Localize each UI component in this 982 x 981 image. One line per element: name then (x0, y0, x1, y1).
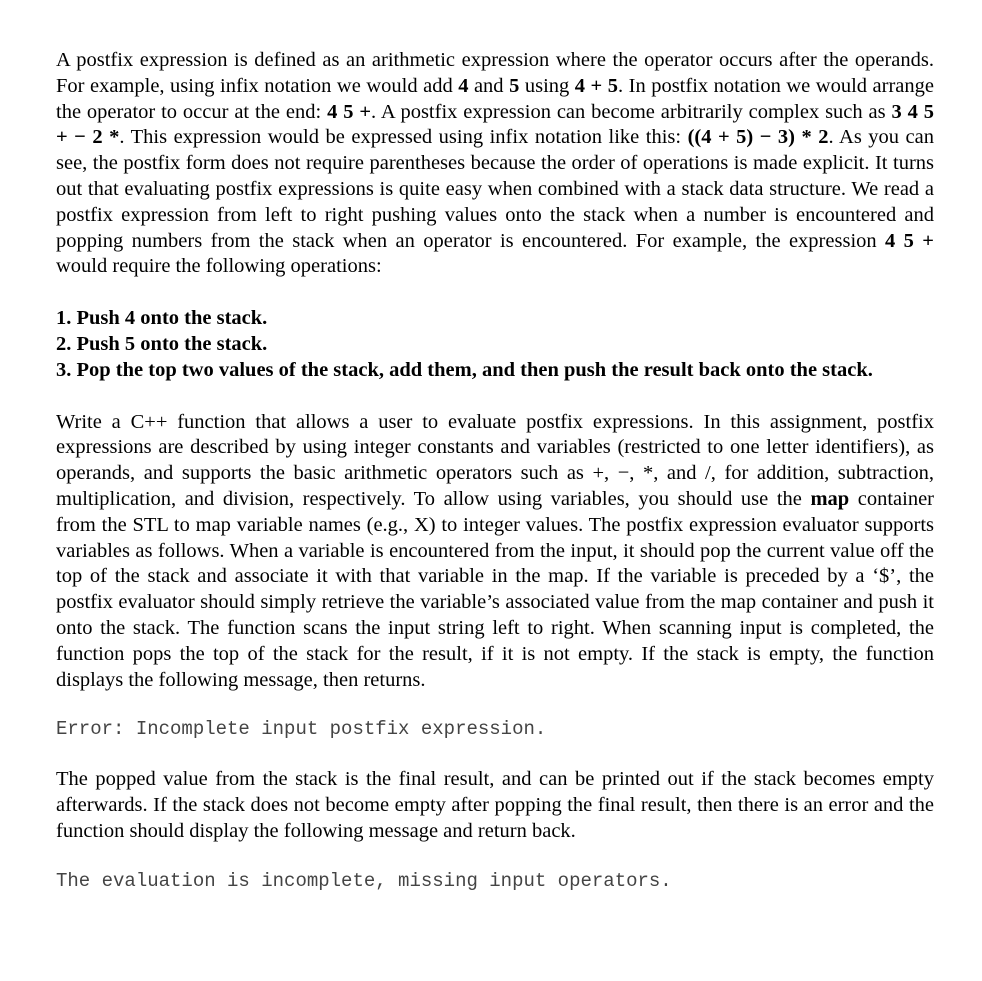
step-item: 3. Pop the top two values of the stack, add them, and then push the result back onto the stack. (56, 358, 873, 381)
intro-text-4: . In postfix notation we would arrange the operator to occur at the end: (56, 74, 934, 123)
intro-text-8: would require the following operations: (56, 255, 382, 278)
intro-text-2: and (468, 74, 510, 97)
bold-postfix-example-2: 4 5 + (885, 229, 934, 252)
intro-text-6: . This expression would be expressed using infix notation like this: (119, 126, 688, 149)
task-text-2: container from the STL to map variable names (e.g., X) to integer values. The postfix expression evaluator supports variables as follows. When a variable is encountered from the input, it should pop the current value off the top of the stack and associate it with that variable in the map. If the variable is preceded by a ‘$’, the postfix evaluator should simply retrieve the variable’s associated value from the map container and push it onto the stack. The function scans the input string left to right. When scanning input is completed, the function pops the top of the stack for the result, if it is not empty. If the stack is empty, the function displays the following message, then returns. (56, 487, 935, 691)
task-paragraph (56, 410, 934, 694)
intro-paragraph (56, 48, 934, 280)
step-item: 2. Push 5 onto the stack. (56, 332, 268, 355)
bold-infix-example: 4 + 5 (574, 74, 618, 97)
bold-postfix-example: 4 5 + (327, 100, 372, 123)
bold-map-keyword: map (810, 487, 850, 510)
error-message-incomplete-input: Error: Incomplete input postfix expression. (56, 718, 547, 741)
intro-text-7: . As you can see, the postfix form does not require parentheses because the order of operations is made explicit. It turns out that evaluating postfix expressions is quite easy when combined with a stack data structure. We read a postfix expression from left to right pushing values onto the stack when a number is encountered and popping numbers from the stack when an operator is encountered. For example, the expression (56, 126, 934, 252)
final-result-paragraph: The popped value from the stack is the final result, and can be printed out if the stack becomes empty afterwards. If the stack does not become empty after popping the final result, then there is an error and the function should display the following message and return back. (56, 768, 934, 842)
bold-complex-postfix: 3 4 5 + − 2 * (56, 100, 934, 149)
intro-text-5: . A postfix expression can become arbitrarily complex such as (371, 100, 892, 123)
intro-text-3: using (519, 74, 575, 97)
operation-steps (56, 306, 934, 383)
bold-operand-4: 4 (458, 74, 469, 97)
intro-text-1: A postfix expression is defined as an arithmetic expression where the operator occurs after the operands. For example, using infix notation we would add (56, 49, 934, 97)
bold-complex-infix: ((4 + 5) − 3) * 2 (687, 126, 829, 149)
step-item: 1. Push 4 onto the stack. (56, 307, 268, 330)
assignment-document (56, 48, 934, 894)
bold-operand-5: 5 (509, 74, 520, 97)
task-text-1: Write a C++ function that allows a user to evaluate postfix expressions. In this assignment, postfix expressions are described by using integer constants and variables (restricted to one letter identifiers), as operands, and supports the basic arithmetic operators such as +, −, *, and /, for addition, subtraction, multiplication, and division, respectively. To allow using variables, you should use the (56, 410, 934, 510)
error-message-missing-operators: The evaluation is incomplete, missing input operators. (56, 869, 672, 892)
